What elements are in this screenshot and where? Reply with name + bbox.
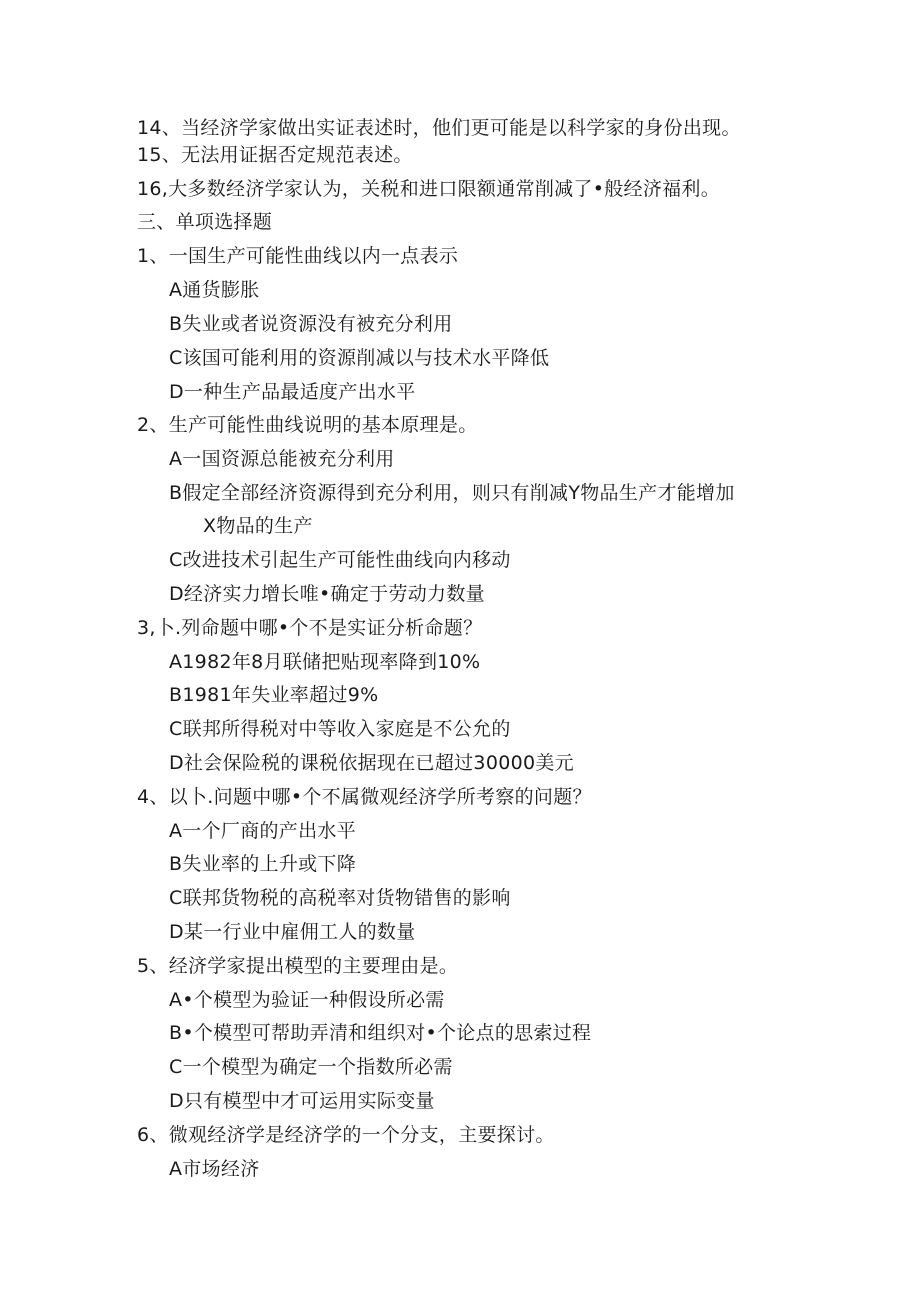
- question-3-option-b: B1981年失业率超过9%: [169, 684, 379, 706]
- question-5-stem: 5、经济学家提出模型的主要理由是。: [137, 955, 459, 977]
- question-2-option-c: C改进技术引起生产可能性曲线向内移动: [169, 549, 511, 571]
- question-1-option-c: C该国可能利用的资源削减以与技术水平降低: [169, 347, 550, 369]
- question-2-option-a: A一国资源总能被充分利用: [169, 448, 395, 470]
- question-4-stem: 4、以卜.问题中哪•个不属微观经济学所考察的问题？: [137, 786, 592, 808]
- question-1-stem: 1、一国生产可能性曲线以内一点表示: [137, 245, 459, 267]
- question-2-stem: 2、生产可能性曲线说明的基本原理是。: [137, 414, 478, 436]
- section-heading: 三、单项选择题: [137, 211, 273, 233]
- question-4-option-b: B失业率的上升或下降: [169, 853, 357, 875]
- question-3-stem: 3,卜.列命题中哪•个不是实证分析命题？: [137, 617, 483, 639]
- question-1-option-b: B失业或者说资源没有被充分利用: [169, 313, 453, 335]
- question-3-option-c: C联邦所得税对中等收入家庭是不公允的: [169, 718, 511, 740]
- question-4-option-d: D某一行业中雇佣工人的数量: [169, 921, 416, 943]
- question-2-option-d: D经济实力增长唯•确定于劳动力数量: [169, 583, 485, 605]
- question-6-stem: 6、微观经济学是经济学的一个分支，主要探讨。: [137, 1124, 555, 1146]
- question-5-option-d: D只有模型中才可运用实际变量: [169, 1090, 435, 1112]
- statement-14: 14、当经济学家做出实证表述时，他们更可能是以科学家的身份出现。: [137, 117, 741, 139]
- statement-16: 16,大多数经济学家认为，关税和进口限额通常削减了•般经济福利。: [137, 178, 721, 200]
- question-4-option-c: C联邦货物税的高税率对货物错售的影响: [169, 887, 511, 909]
- question-2-option-b: B假定全部经济资源得到充分利用，则只有削减Y物品生产才能增加: [169, 482, 735, 504]
- question-1-option-a: A通货膨胀: [169, 279, 260, 301]
- question-3-option-d: D社会保险税的课税依据现在已超过30000美元: [169, 752, 574, 774]
- question-1-option-d: D一种生产品最适度产出水平: [169, 381, 416, 403]
- statement-15: 15、无法用证据否定规范表述。: [137, 144, 413, 166]
- question-5-option-a: A•个模型为验证一种假设所必需: [169, 989, 445, 1011]
- question-2-option-b-continuation: X物品的生产: [203, 515, 313, 537]
- question-4-option-a: A一个厂商的产出水平: [169, 820, 356, 842]
- question-3-option-a: A1982年8月联储把贴现率降到10%: [169, 651, 481, 673]
- question-6-option-a: A市场经济: [169, 1158, 260, 1180]
- question-5-option-b: B•个模型可帮助弄清和组织对•个论点的思索过程: [169, 1022, 592, 1044]
- question-5-option-c: C一个模型为确定一个指数所必需: [169, 1056, 453, 1078]
